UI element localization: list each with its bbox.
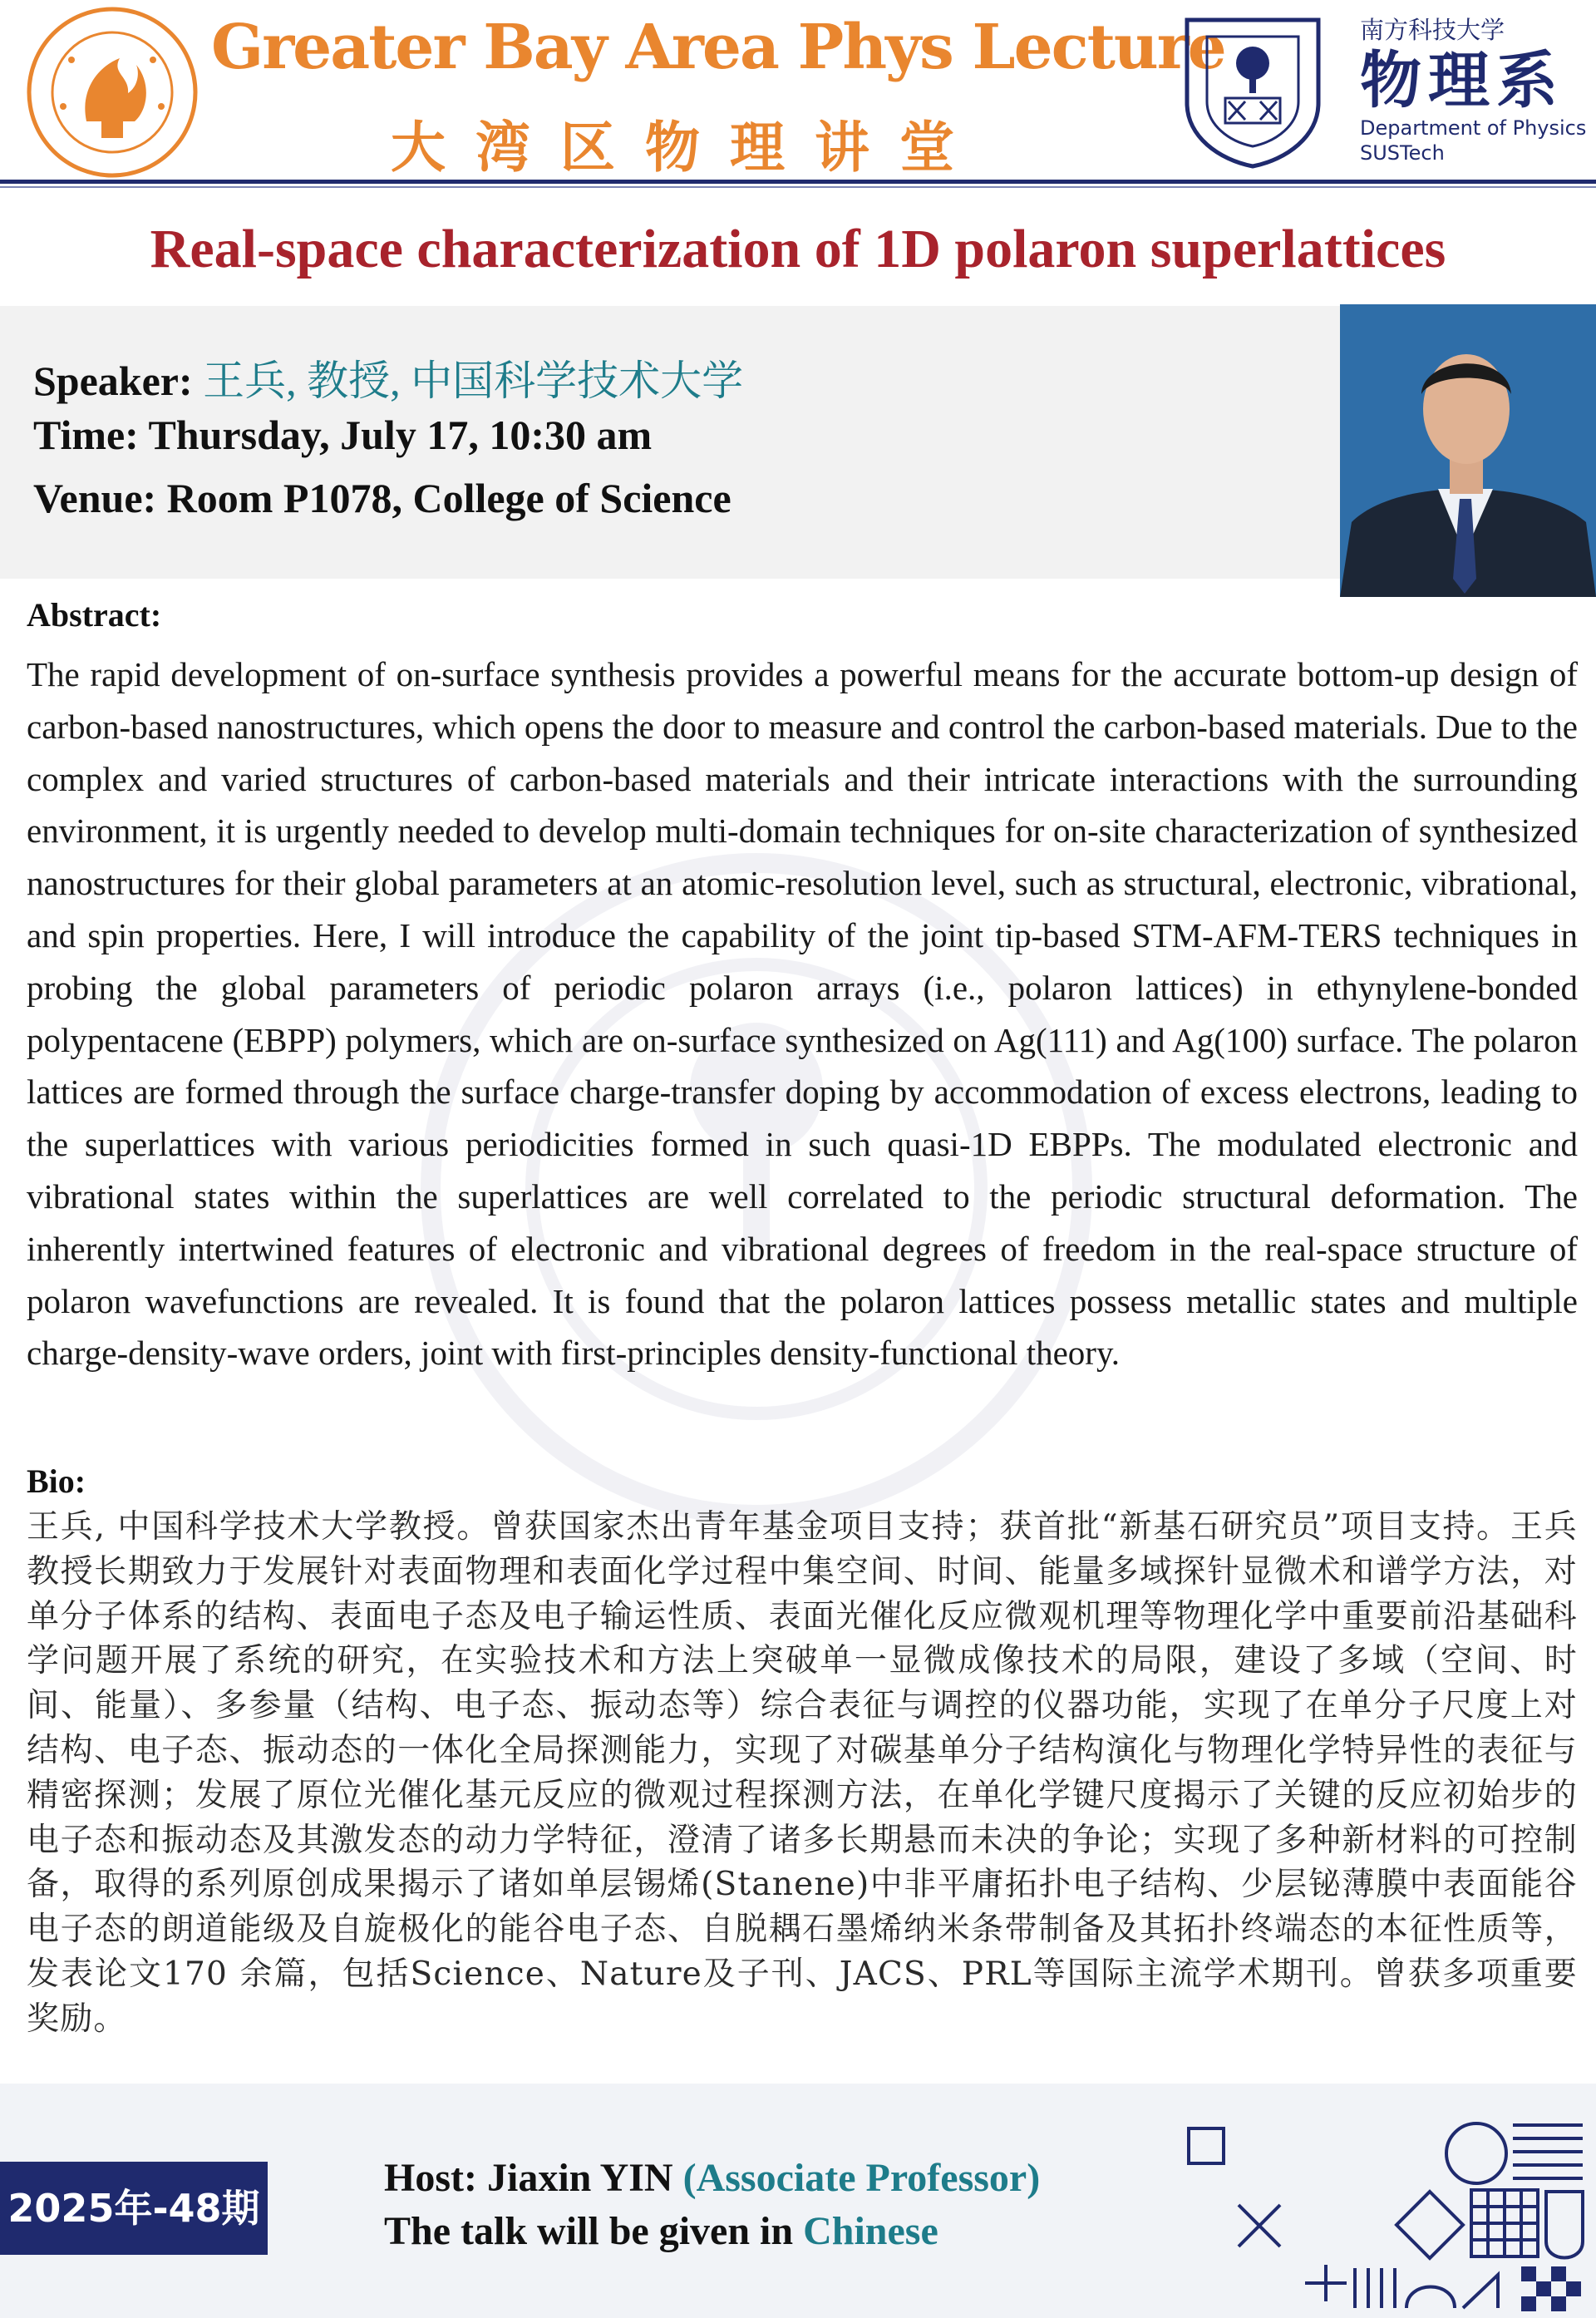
dept-name-en: Department of Physics xyxy=(1360,116,1587,140)
department-seal-icon xyxy=(1179,12,1327,170)
dept-school-en: SUSTech xyxy=(1360,141,1445,165)
issue-badge: 2025年-48期 xyxy=(0,2162,268,2255)
host-title: (Associate Professor) xyxy=(682,2156,1041,2200)
venue-line xyxy=(33,474,732,522)
host-name: Host: Jiaxin YIN xyxy=(384,2156,683,2200)
abstract-text: The rapid development of on-surface synthesis provides a powerful means for the accurate bottom-up design of carbon-based nanostructures, which opens the door to measure and control the carbon-based materials. Due to the complex and varied structures of carbon-based materials and their intricate interactions with the surrounding environment, it is urgently needed to develop multi-domain techniques for on-site characterization of synthesized nanostructures for their global parameters at an atomic-resolution level, such as structural, electronic, vibrational, and spin properties. Here, I will introduce the capability of the joint tip-based STM-AFM-TERS techniques in probing the global parameters of periodic polaron arrays (i.e., polaron lattices) in ethynylene-bonded polypentacene (EBPP) polymers, which are on-surface synthesized on Ag(111) and Ag(100) surface. The polaron lattices are formed through the surface charge-transfer doping by accommodation of excess electrons, leading to the superlattices with various periodicities formed in such quasi-1D EBPPs. The modulated electronic and vibrational states within the superlattices are well correlated to the periodic structural deformation. The inherently intertwined features of electronic and vibrational degrees of freedom in the real-space structure of polaron wavefunctions are revealed. It is found that the polaron lattices possess metallic states and multiple charge-density-wave orders, joint with first-principles density-functional theory. xyxy=(27,655,1579,1373)
geometric-decoration-icon xyxy=(1180,2117,1588,2313)
header-divider xyxy=(0,180,1596,184)
abstract-heading: Abstract: xyxy=(27,596,162,634)
speaker-value: 王兵, 教授, 中国科学技术大学 xyxy=(203,358,744,404)
speaker-photo xyxy=(1340,304,1596,597)
language-line xyxy=(384,2208,938,2254)
venue-label: Venue: xyxy=(33,475,157,521)
talk-title: Real-space characterization of 1D polaron superlattices xyxy=(150,219,1446,279)
dept-university: 南方科技大学 xyxy=(1360,16,1505,44)
bio-text: 王兵, 中国科学技术大学教授。曾获国家杰出青年基金项目支持；获首批“新基石研究员”项目支持。王兵教授长期致力于发展针对表面物理和表面化学过程中集空间、时间、能量多域探针显微术和谱学方法，对单分子体系的结构、表面电子态及电子输运性质、表面光催化反应微观机理等物理化学中重要前沿基础科学问题开展了系统的研究，在实验技术和方法上突破单一显微成像技术的局限，建设了多域（空间、时间、能量）、多参量（结构、电子态、振动态等）综合表征与调控的仪器功能，实现了在单分子尺度上对结构、电子态、振动态的一体化全局探测能力，实现了对碳基单分子结构演化与物理化学特异性的表征与精密探测；发展了原位光催化基元反应的微观过程探测方法，在单化学键尺度揭示了关键的反应初始步的电子态和振动态及其激发态的动力学特征，澄清了诸多长期悬而未决的争论；实现了多种新材料的可控制备，取得的系列原创成果揭示了诸如单层锡烯(Stanene)中非平庸拓扑电子结构、少层铋薄膜中表面能谷电子态的朗道能级及自旋极化的能谷电子态、自脱耦石墨烯纳米条带制备及其拓扑终端态的本征性质等，发表论文170 余篇，包括Science、Nature及子刊、JACS、PRL等国际主流学术期刊。曾获多项重要奖励。 xyxy=(27,1508,1578,2038)
language-value: Chinese xyxy=(803,2209,938,2253)
speaker-line xyxy=(33,348,743,407)
time-value: Thursday, July 17, 10:30 am xyxy=(148,412,653,458)
language-prefix: The talk will be given in xyxy=(384,2209,804,2253)
university-logo-icon xyxy=(22,7,203,178)
venue-value: Room P1078, College of Science xyxy=(166,475,732,521)
header-divider-thin xyxy=(0,186,1596,188)
time-label: Time: xyxy=(33,412,139,458)
bio-heading: Bio: xyxy=(27,1462,86,1500)
talk-info-panel xyxy=(0,306,1340,579)
time-line xyxy=(33,411,652,459)
header xyxy=(0,0,1596,185)
lecture-title-en: Greater Bay Area Phys Lecture xyxy=(211,12,1225,83)
department-block xyxy=(1360,12,1593,165)
lecture-title-cn: 大湾区物理讲堂 xyxy=(391,115,984,180)
speaker-label: Speaker: xyxy=(33,358,193,404)
host-line xyxy=(384,2155,1040,2201)
dept-name-cn: 物理系 xyxy=(1360,45,1564,116)
